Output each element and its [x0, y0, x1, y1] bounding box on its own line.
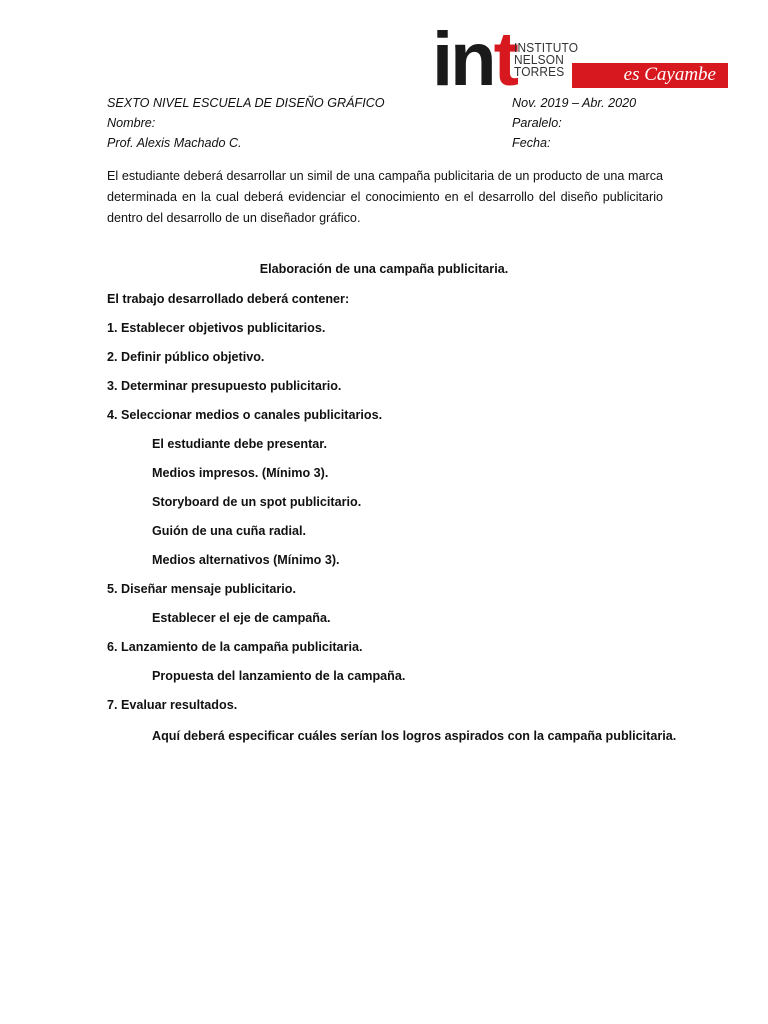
list-item: 3. Determinar presupuesto publicitario. [107, 379, 342, 393]
logo-institute-name [514, 42, 578, 78]
header-left [107, 93, 385, 153]
professor-name: Prof. Alexis Machado C. [107, 136, 242, 150]
intro-paragraph: El estudiante deberá desarrollar un simil de una campaña publicitaria de un producto de una marca determinada en la cual deberá evidenciar el conocimiento en el desarrollo del diseño publicitario dentro del desarrollo de un diseñador gráfico. [107, 169, 663, 225]
logo-name-line: NELSON [514, 53, 564, 67]
list-item: 4. Seleccionar medios o canales publicitarios. [107, 408, 383, 422]
list-item: 7. Evaluar resultados. [107, 698, 238, 712]
logo-banner-text: es Cayambe [623, 64, 716, 85]
logo-name-line: INSTITUTO [514, 41, 579, 55]
list-item: 5. Diseñar mensaje publicitario. [107, 582, 296, 596]
logo-letter-t: t [493, 17, 516, 102]
sub-item: Propuesta del lanzamiento de la campaña. [152, 669, 406, 683]
list-item: 2. Definir público objetivo. [107, 350, 265, 364]
sub-item: Storyboard de un spot publicitario. [152, 495, 362, 509]
sub-item: Guión de una cuña radial. [152, 524, 306, 538]
logo-letter-i: i [432, 17, 451, 102]
section-title: Elaboración de una campaña publicitaria. [259, 262, 509, 276]
sub-item: Establecer el eje de campaña. [152, 611, 331, 625]
sub-item: Medios impresos. (Mínimo 3). [152, 466, 329, 480]
list-intro: El trabajo desarrollado deberá contener: [107, 292, 350, 306]
list-item: 1. Establecer objetivos publicitarios. [107, 321, 326, 335]
term-dates: Nov. 2019 – Abr. 2020 [512, 96, 637, 110]
list-item: 6. Lanzamiento de la campaña publicitaria. [107, 640, 363, 654]
header-right [512, 93, 636, 153]
name-label: Nombre: [107, 116, 156, 130]
sub-item: Aquí deberá especificar cuáles serían los logros aspirados con la campaña publicitaria. [152, 729, 677, 743]
sub-item: El estudiante debe presentar. [152, 437, 327, 451]
logo-int-letters [432, 17, 516, 102]
institute-logo [432, 17, 728, 102]
logo-letter-n: n [450, 17, 494, 102]
fecha-label: Fecha: [512, 136, 551, 150]
course-name: SEXTO NIVEL ESCUELA DE DISEÑO GRÁFICO [107, 96, 385, 110]
paralelo-label: Paralelo: [512, 116, 562, 130]
sub-item: Medios alternativos (Mínimo 3). [152, 553, 340, 567]
logo-name-line: TORRES [514, 65, 565, 79]
logo-banner [572, 63, 728, 88]
